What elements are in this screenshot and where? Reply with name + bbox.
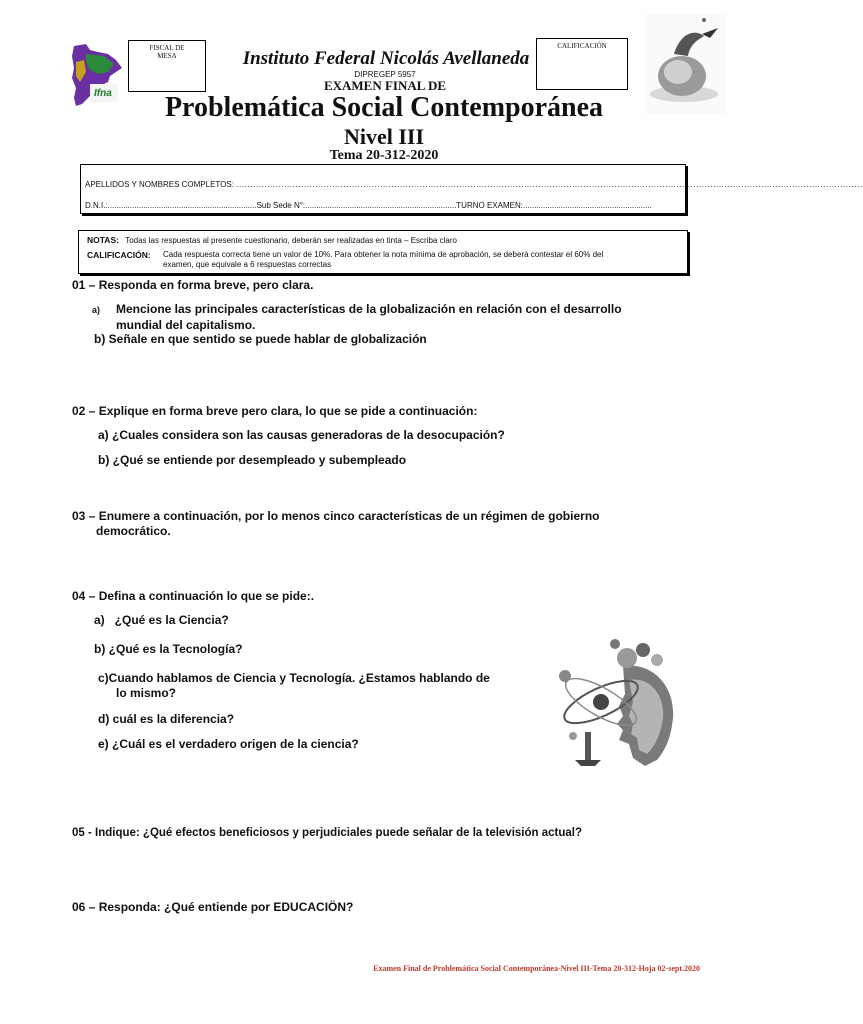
calif-line1: Cada respuesta correcta tiene un valor de 10%. Para obtener la nota mínima de aprobación, se deberá contestar el 60% del xyxy=(163,250,604,259)
question-01b: b) Señale en que sentido se puede hablar de globalización xyxy=(94,332,427,346)
question-01a-line2: mundial del capitalismo. xyxy=(116,318,256,332)
tema-title: Tema 20-312-2020 xyxy=(329,148,439,163)
subject-title: Problemática Social Contemporánea xyxy=(164,92,604,123)
question-04d: d) cuál es la diferencia? xyxy=(98,712,235,726)
question-02a: a) ¿Cuales considera son las causas generadoras de la desocupación? xyxy=(98,428,505,442)
science-illustration xyxy=(545,636,695,772)
question-02b: b) ¿Qué se entiende por desempleado y subempleado xyxy=(98,453,407,467)
question-04c-line1: c)Cuando hablamos de Ciencia y Tecnología. ¿Estamos hablando de xyxy=(98,671,490,685)
question-06: 06 – Responda: ¿Qué entiende por EDUCACIÖN? xyxy=(72,900,354,914)
question-01a-line1: Mencione las principales características de la globalización en relación con el desarrollo xyxy=(116,302,622,316)
question-04b: b) ¿Qué es la Tecnología? xyxy=(94,642,243,656)
calif-label: CALIFICACIÓN: xyxy=(87,250,151,260)
fiscal-label: FISCAL DE MESA xyxy=(149,44,185,60)
notas-label: NOTAS: xyxy=(87,235,119,245)
question-02: 02 – Explique en forma breve pero clara, lo que se pide a continuación: xyxy=(72,404,478,418)
notas-text: Todas las respuestas al presente cuestionario, deberán ser realizadas en tinta – Escriba claro xyxy=(125,236,457,245)
question-04c-line2: lo mismo? xyxy=(116,686,177,700)
dni-label: D.N.I.: xyxy=(85,201,108,210)
question-03-line2: democrático. xyxy=(96,524,171,538)
question-03-line1: 03 – Enumere a continuación, por lo menos cinco características de un régimen de gobierno xyxy=(72,509,600,523)
page-footer: Examen Final de Problemática Social Contemporánea-Nivel III-Tema 20-312-Hoja 02-sept.2020 xyxy=(373,964,700,973)
names-field[interactable] xyxy=(85,180,863,192)
question-01a-marker: a) xyxy=(92,305,101,315)
dipregep: DIPREGEP 5957 xyxy=(354,70,416,79)
names-dots: .............................................................................................................................................................................................................................. xyxy=(236,180,863,189)
science-head-icon xyxy=(545,636,695,772)
student-form xyxy=(80,164,863,214)
dni-field[interactable]: D.N.I.:................................................................... xyxy=(85,201,257,210)
question-01: 01 – Responda en forma breve, pero clara. xyxy=(72,278,314,292)
turno-label: TURNO EXAMEN: xyxy=(456,201,523,210)
institute-name: Instituto Federal Nicolás Avellaneda xyxy=(242,48,530,69)
dni-row xyxy=(85,201,681,213)
notes-box xyxy=(78,230,688,274)
names-label: APELLIDOS Y NOMBRES COMPLETOS: xyxy=(85,180,237,189)
turno-field[interactable]: TURNO EXAMEN:.......................................................... xyxy=(456,201,652,210)
question-04: 04 – Defina a continuación lo que se pide:. xyxy=(72,589,315,603)
question-04a: a) ¿Qué es la Ciencia? xyxy=(94,613,229,627)
subsede-field[interactable]: Sub Sede N°:.................................................................... xyxy=(256,201,457,210)
question-05: 05 - Indique: ¿Qué efectos beneficiosos y perjudiciales puede señalar de la televisión actual? xyxy=(72,827,582,839)
subsede-label: Sub Sede N°: xyxy=(256,201,306,210)
level-title: Nivel III xyxy=(343,124,425,149)
calif-line2: examen, que equivale a 6 respuestas correctas xyxy=(163,260,332,269)
question-04e: e) ¿Cuál es el verdadero origen de la ciencia? xyxy=(98,737,359,751)
calificacion-label: CALIFICACIÓN xyxy=(557,42,607,50)
exam-type: EXAMEN FINAL DE xyxy=(323,78,447,93)
notas-row xyxy=(87,235,457,246)
logo-text: Ifna xyxy=(94,88,112,99)
